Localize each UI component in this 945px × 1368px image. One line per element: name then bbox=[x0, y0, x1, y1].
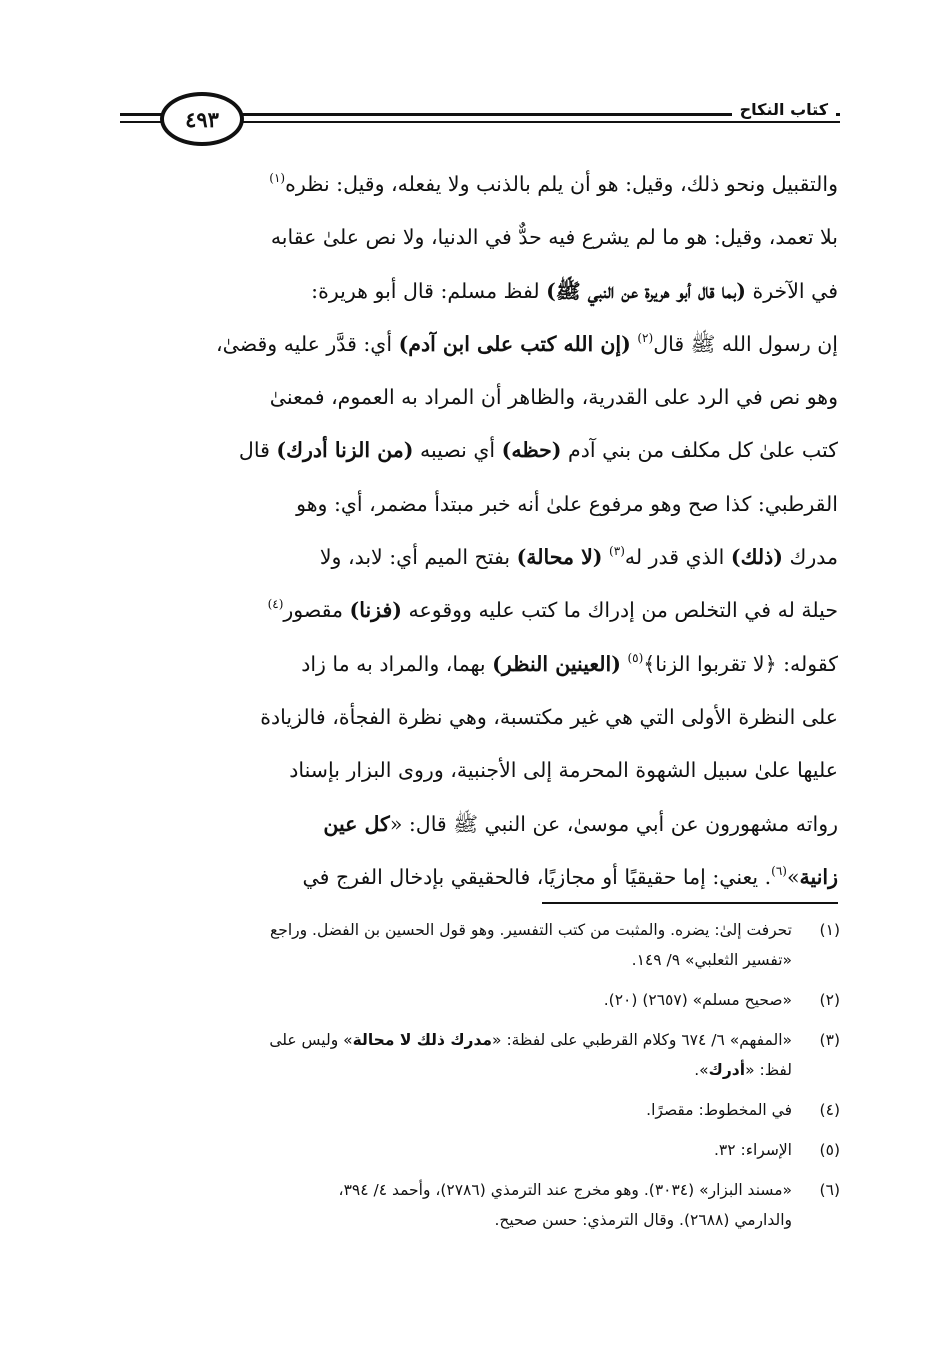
text-line bbox=[114, 531, 838, 584]
footnote-ref: (٦) bbox=[771, 863, 787, 878]
text-segment: لفظ مسلم: قال أبو هريرة: bbox=[311, 278, 547, 303]
text-segment: على النظرة الأولى التي هي غير مكتسبة، وهي نظرة الفجأة، فالزيادة bbox=[260, 704, 838, 729]
text-segment: عليها علىٰ سبيل الشهوة المحرمة إلى الأجنبية، وروى البزار بإسناد bbox=[289, 758, 838, 783]
quoted-text: أدرك bbox=[708, 1061, 746, 1079]
quoted-text: (العينين النظر) bbox=[492, 651, 621, 676]
text-segment: في الآخرة bbox=[745, 278, 838, 303]
text-segment: كتب علىٰ كل مكلف من بني آدم bbox=[561, 438, 838, 463]
quoted-text: زانية bbox=[799, 864, 838, 889]
footnote-number: (٦) bbox=[819, 1181, 840, 1199]
quoted-text: كل عين bbox=[323, 811, 390, 836]
text-segment: ». bbox=[694, 1061, 709, 1079]
footnote-line bbox=[118, 1055, 792, 1085]
quoted-text: (إن الله كتب على ابن آدم) bbox=[398, 331, 631, 356]
footnote-ref: (٤) bbox=[267, 597, 284, 612]
page-number: ٤٩٣ bbox=[185, 106, 219, 132]
footnote-number: (٣) bbox=[819, 1031, 840, 1049]
page-header bbox=[120, 92, 840, 152]
text-line bbox=[114, 744, 838, 797]
text-segment: والتقبيل ونحو ذلك، وقيل: هو أن يلم بالذنب ولا يفعله، وقيل: نظره bbox=[285, 172, 838, 196]
footnote-number: (١) bbox=[819, 921, 840, 939]
main-text bbox=[114, 158, 838, 904]
text-segment: «مسند البزار» (٣٠٣٤). وهو مخرج عند الترمذي (٢٧٨٦)، وأحمد ٤/ ٣٩٤، bbox=[338, 1181, 792, 1199]
footnote-ref: (٢) bbox=[637, 330, 654, 345]
footnote-item bbox=[118, 1025, 840, 1085]
text-segment: «صحيح مسلم» (٢٦٥٧) (٢٠). bbox=[603, 991, 792, 1009]
text-segment: مقصور bbox=[283, 598, 350, 623]
footnote-line bbox=[118, 1175, 792, 1205]
text-segment: بلا تعمد، وقيل: هو ما لم يشرع فيه حدٌّ في الدنيا، ولا نص علىٰ عقابه bbox=[270, 225, 838, 250]
text-segment: رواته مشهورون عن أبي موسىٰ، عن النبي ﷺ قال: « bbox=[389, 811, 838, 836]
footnote-item bbox=[118, 1175, 840, 1235]
text-segment: الإسراء: ٣٢. bbox=[713, 1141, 792, 1159]
footnote-line bbox=[118, 1135, 792, 1165]
text-line bbox=[114, 265, 838, 318]
text-segment: إن رسول الله ﷺ قال bbox=[653, 331, 838, 356]
text-segment: أي نصيبه bbox=[413, 438, 502, 463]
quoted-text: (حظه) bbox=[501, 438, 562, 463]
text-line bbox=[114, 211, 838, 264]
footnote-item bbox=[118, 985, 840, 1015]
text-segment: مدرك bbox=[782, 545, 838, 570]
text-segment: والدارمي (٢٦٨٨). وقال الترمذي: حسن صحيح. bbox=[494, 1211, 792, 1229]
footnote-item bbox=[118, 1095, 840, 1125]
text-segment: «تفسير الثعلبي» ٩/ ١٤٩. bbox=[631, 951, 792, 969]
quoted-text: مدرك ذلك لا محالة bbox=[352, 1031, 493, 1049]
text-segment: » bbox=[786, 864, 800, 889]
text-segment: تحرفت إلىٰ: يضره. والمثبت من كتب التفسير. وهو قول الحسين بن الفضل. وراجع bbox=[270, 921, 792, 939]
footnote-ref: (١) bbox=[269, 171, 286, 185]
text-line bbox=[114, 478, 838, 531]
footnote-number: (٢) bbox=[819, 991, 840, 1009]
text-segment: بفتح الميم أي: لابد، ولا bbox=[319, 545, 517, 570]
text-segment: . يعني: إما حقيقيًا أو مجازيًا، فالحقيقي بإدخال الفرج في bbox=[302, 864, 772, 889]
text-segment: قال bbox=[238, 438, 277, 463]
text-line bbox=[114, 798, 838, 851]
quoted-text: (بما قال أبو هريرة عن النبي ﷺ) bbox=[546, 278, 746, 303]
text-segment: «المفهم» ٦/ ٦٧٤ وكلام القرطبي على لفظة: « bbox=[492, 1031, 792, 1049]
text-segment: أي: قدَّر عليه وقضىٰ، bbox=[216, 331, 399, 356]
text-segment: حيلة له في التخلص من إدراك ما كتب عليه ووقوعه bbox=[402, 598, 838, 623]
footnotes bbox=[118, 915, 840, 1235]
running-title: كتاب النكاح bbox=[732, 100, 836, 119]
quoted-text: (فزنا) bbox=[349, 598, 402, 623]
page-number-badge bbox=[160, 92, 244, 146]
text-segment: الذي قدر له bbox=[624, 545, 731, 570]
text-line bbox=[114, 424, 838, 477]
text-segment: » وليس على bbox=[269, 1031, 353, 1049]
text-segment: وهو نص في الرد على القدرية، والظاهر أن المراد به العموم، فمعنىٰ bbox=[269, 385, 838, 410]
text-line bbox=[114, 371, 838, 424]
quoted-text: (من الزنا أدرك) bbox=[276, 438, 414, 463]
footnote-line bbox=[118, 1205, 792, 1235]
text-line bbox=[114, 638, 838, 691]
footnote-ref: (٣) bbox=[609, 544, 625, 559]
quoted-text: (ذلك) bbox=[730, 545, 783, 570]
text-segment: القرطبي: كذا صح وهو مرفوع علىٰ أنه خبر مبتدأ مضمر، أي: وهو bbox=[296, 491, 838, 516]
footnote-item bbox=[118, 1135, 840, 1165]
text-segment: في المخطوط: مقصرًا. bbox=[646, 1101, 792, 1119]
text-line bbox=[114, 158, 838, 211]
footnote-line bbox=[118, 1095, 792, 1125]
footnote-line bbox=[118, 915, 792, 945]
footnote-separator bbox=[542, 902, 838, 904]
footnote-line bbox=[118, 945, 792, 975]
text-line bbox=[114, 318, 838, 371]
footnote-line bbox=[118, 985, 792, 1015]
text-segment: لفظ: « bbox=[745, 1061, 792, 1079]
text-line bbox=[114, 851, 838, 904]
text-segment: بهما، والمراد به ما زاد bbox=[301, 651, 493, 676]
text-segment: كقوله: ﴿لا تقربوا الزنا﴾ bbox=[643, 651, 838, 676]
footnote-item bbox=[118, 915, 840, 975]
text-line bbox=[114, 691, 838, 744]
footnote-number: (٥) bbox=[819, 1141, 840, 1159]
footnote-line bbox=[118, 1025, 792, 1055]
footnote-number: (٤) bbox=[819, 1101, 840, 1119]
text-line bbox=[114, 584, 838, 637]
footnote-ref: (٥) bbox=[627, 650, 644, 665]
quoted-text: (لا محالة) bbox=[516, 545, 603, 570]
